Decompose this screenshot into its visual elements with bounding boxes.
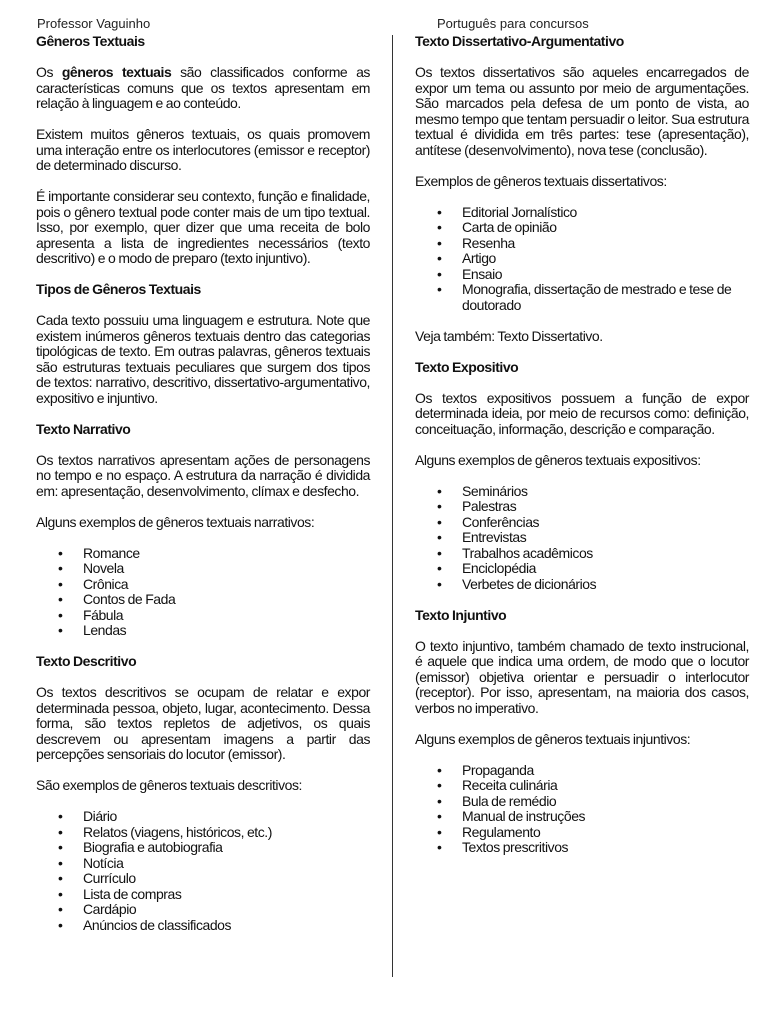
list-item: • Currículo (36, 871, 370, 887)
paragraph (415, 174, 749, 190)
paragraph (415, 732, 749, 748)
list-item: • Romance (36, 546, 370, 562)
paragraph (415, 453, 749, 469)
list-item: • Verbetes de dicionários (415, 577, 749, 593)
list-item: • Relatos (viagens, históricos, etc.) (36, 825, 370, 841)
header-subject: Português para concursos (437, 16, 589, 31)
column-divider (392, 35, 393, 977)
list-item: • Crônica (36, 577, 370, 593)
paragraph (36, 313, 370, 406)
text-run: O texto injuntivo, também chamado de texto instrucional, é aquele que indica uma ordem, de modo que o locutor (emissor) objetiva orientar e persuadir o interlocutor (receptor). Por isso, apresentam, na maioria dos casos, verbos no imperativo. (415, 637, 749, 716)
text-run: são classificados conforme as características comuns que os textos apresentam em relação à linguagem e ao conteúdo. (36, 64, 370, 111)
text-run: Veja também: Texto Dissertativo. (415, 327, 603, 344)
text-run: Os (36, 64, 62, 80)
section-heading: Texto Injuntivo (415, 606, 507, 623)
list-item: • Ensaio (415, 267, 749, 283)
paragraph (36, 453, 370, 500)
list-item: • Resenha (415, 236, 749, 252)
section-heading: Texto Expositivo (415, 358, 519, 375)
list-item: • Conferências (415, 515, 749, 531)
section-heading: Texto Dissertativo-Argumentativo (415, 33, 624, 49)
bold-term: gêneros textuais (61, 64, 172, 80)
text-run: Cada texto possuiu uma linguagem e estrutura. Note que existem inúmeros gêneros textuais dentro das categorias tipológicas de texto. Em outras palavras, gêneros textuais são estruturas textuais peculiares que surgem dos tipos de textos: narrativo, descritivo, dissertativo-argumentativo, expositivo e injuntivo. (36, 312, 370, 406)
list-item: • Artigo (415, 251, 749, 267)
paragraph (36, 189, 370, 267)
list-item: • Novela (36, 561, 370, 577)
bullet-list (36, 546, 370, 639)
bullet-list (36, 809, 370, 933)
list-item: • Trabalhos acadêmicos (415, 546, 749, 562)
text-run: São exemplos de gêneros textuais descritivos: (36, 777, 302, 793)
list-item: • Lendas (36, 623, 370, 639)
list-item: • Bula de remédio (415, 794, 749, 810)
list-item: • Carta de opinião (415, 220, 749, 236)
paragraph (415, 391, 749, 438)
text-run: Alguns exemplos de gêneros textuais expositivos: (415, 451, 701, 468)
paragraph (415, 639, 749, 717)
list-item: • Editorial Jornalístico (415, 205, 749, 221)
text-run: Os textos descritivos se ocupam de relatar e expor determinada pessoa, objeto, lugar, acontecimento. Dessa forma, são textos repletos de adjetivos, os quais descrevem ou apresentam imagens a partir das percepções sensoriais do locutor (emissor). (36, 684, 370, 762)
list-item: • Enciclopédia (415, 561, 749, 577)
left-column (36, 34, 370, 949)
right-column (415, 34, 749, 871)
list-item: • Entrevistas (415, 530, 749, 546)
list-item: • Anúncios de classificados (36, 918, 370, 934)
list-item: • Monografia, dissertação de mestrado e tese de doutorado (415, 282, 749, 313)
paragraph (36, 65, 370, 112)
list-item: • Lista de compras (36, 887, 370, 903)
text-run: É importante considerar seu contexto, função e finalidade, pois o gênero textual pode conter mais de um tipo textual. Isso, por exemplo, quer dizer que uma receita de bolo apresenta a lista de ingredientes necessários (texto descritivo) e o modo de preparo (texto injuntivo). (36, 188, 370, 266)
list-item: • Contos de Fada (36, 592, 370, 608)
text-run: Os textos expositivos possuem a função de expor determinada ideia, por meio de recursos como: definição, conceituação, informação, descrição e comparação. (415, 389, 749, 437)
section-heading: Texto Narrativo (36, 420, 131, 437)
list-item: • Seminários (415, 484, 749, 500)
text-run: Alguns exemplos de gêneros textuais injuntivos: (415, 730, 691, 747)
paragraph (415, 329, 749, 345)
paragraph (36, 515, 370, 531)
bullet-list (415, 205, 749, 314)
list-item: • Textos prescritivos (415, 840, 749, 856)
list-item: • Cardápio (36, 902, 370, 918)
bullet-list (415, 763, 749, 856)
text-run: Existem muitos gêneros textuais, os quais promovem uma interação entre os interlocutores (emissor e receptor) de determinado discurso. (36, 126, 370, 173)
list-item: • Palestras (415, 499, 749, 515)
list-item: • Notícia (36, 856, 370, 872)
text-run: Os textos narrativos apresentam ações de personagens no tempo e no espaço. A estrutura da narração é dividida em: apresentação, desenvolvimento, clímax e desfecho. (36, 451, 370, 499)
list-item: • Fábula (36, 608, 370, 624)
text-run: Os textos dissertativos são aqueles encarregados de expor um tema ou assunto por meio de argumentações. São marcados pela defesa de um ponto de vista, ao mesmo tempo que tentam persuadir o leitor. Sua estrutura textual é dividida em três partes: tese (apresentação), antítese (desenvolvimento), nova tese (conclusão). (415, 64, 749, 158)
list-item: • Receita culinária (415, 778, 749, 794)
section-heading: Texto Descritivo (36, 653, 137, 669)
list-item: • Manual de instruções (415, 809, 749, 825)
list-item: • Biografia e autobiografia (36, 840, 370, 856)
section-heading: Tipos de Gêneros Textuais (36, 281, 201, 297)
list-item: • Diário (36, 809, 370, 825)
list-item: • Regulamento (415, 825, 749, 841)
list-item: • Propaganda (415, 763, 749, 779)
paragraph (415, 65, 749, 158)
paragraph (36, 127, 370, 174)
paragraph (36, 778, 370, 794)
text-run: Alguns exemplos de gêneros textuais narrativos: (36, 513, 315, 530)
text-run: Exemplos de gêneros textuais dissertativos: (415, 172, 667, 189)
section-heading: Gêneros Textuais (36, 33, 145, 49)
header-author: Professor Vaguinho (37, 16, 151, 31)
bullet-list (415, 484, 749, 593)
paragraph (36, 685, 370, 763)
